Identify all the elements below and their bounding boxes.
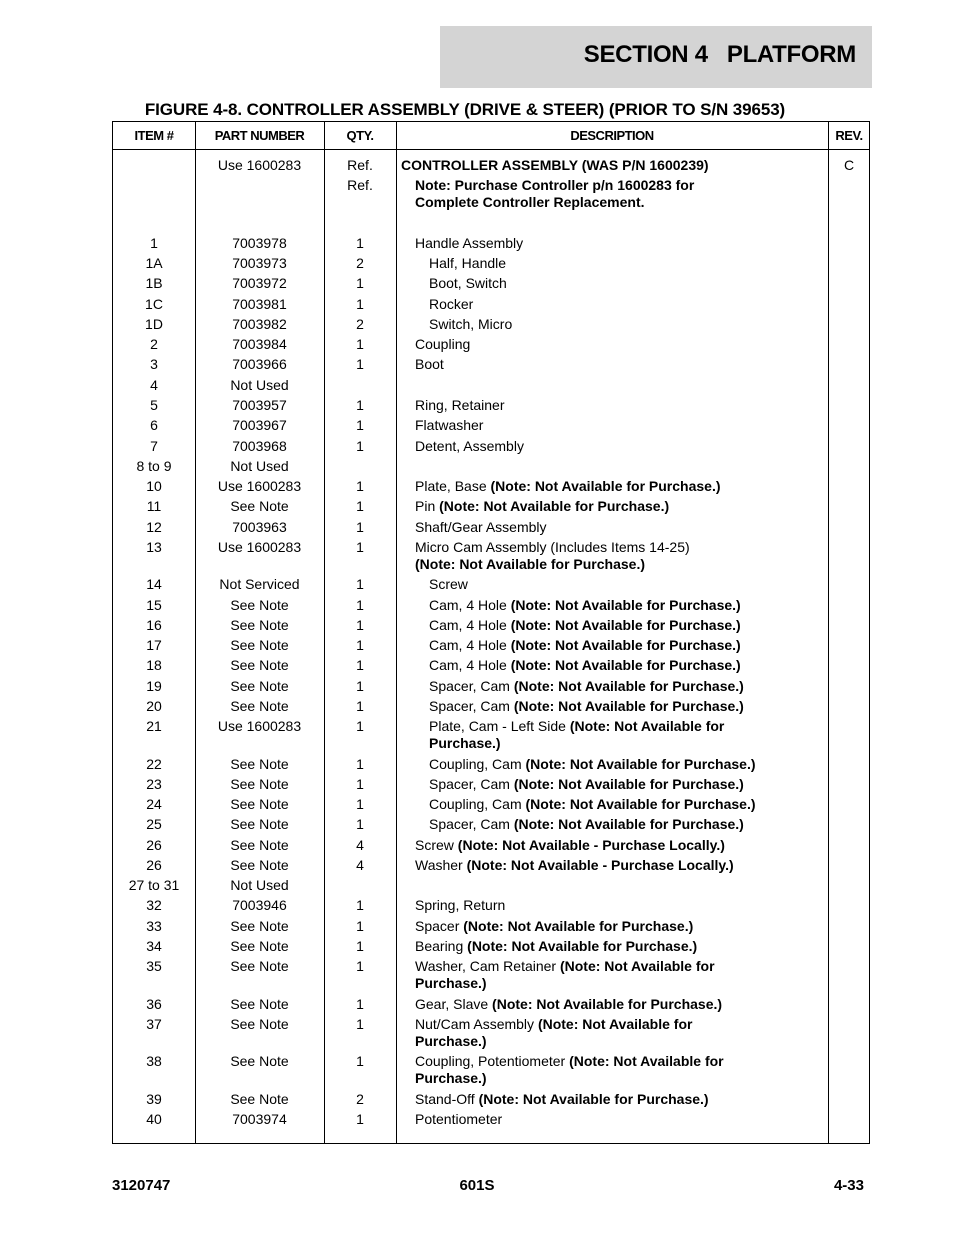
qty-cell: 1 <box>356 756 364 772</box>
part-number-cell: See Note <box>230 776 289 792</box>
part-number-cell: See Note <box>230 498 289 514</box>
description-text: Handle Assembly <box>415 235 524 251</box>
description-cell <box>401 718 849 752</box>
description-note: Complete Controller Replacement. <box>415 194 645 210</box>
item-number-cell: 26 <box>146 857 162 873</box>
qty-cell: 1 <box>356 918 364 934</box>
qty-cell: 1 <box>356 698 364 714</box>
description-cell <box>401 678 849 695</box>
part-number-cell: Use 1600283 <box>217 718 302 734</box>
parts-table <box>112 121 870 1144</box>
qty-cell: 1 <box>356 235 364 251</box>
part-number-cell: 7003978 <box>232 235 287 251</box>
item-number-cell: 14 <box>146 576 162 592</box>
description-cell <box>401 996 835 1013</box>
qty-cell: 1 <box>356 958 364 974</box>
part-number-cell: See Note <box>230 796 289 812</box>
description-note: Note: Purchase Controller p/n 1600283 for <box>415 177 695 193</box>
qty-cell: 1 <box>356 796 364 812</box>
description-cell <box>401 397 835 414</box>
item-number-cell: 20 <box>146 698 162 714</box>
item-number-cell: 1C <box>145 296 163 312</box>
description-note: (Note: Not Available - Purchase Locally.) <box>457 837 725 853</box>
item-number-cell: 23 <box>146 776 162 792</box>
qty-cell: 1 <box>356 718 364 734</box>
description-note: (Note: Not Available for Purchase.) <box>478 1091 709 1107</box>
qty-cell: Ref. <box>347 157 373 173</box>
description-text: Rocker <box>429 296 474 312</box>
item-number-cell: 35 <box>146 958 162 974</box>
description-cell <box>401 897 835 914</box>
part-number-cell: 7003973 <box>232 255 287 271</box>
description-note: (Note: Not Available for Purchase.) <box>525 796 756 812</box>
description-cell <box>401 275 849 292</box>
item-number-cell: 24 <box>146 796 162 812</box>
part-number-cell: See Note <box>230 1091 289 1107</box>
item-number-cell: 16 <box>146 617 162 633</box>
description-text: Spacer <box>415 918 464 934</box>
description-cell <box>401 776 849 793</box>
qty-cell: 4 <box>356 857 364 873</box>
rev-cell: C <box>843 157 855 173</box>
part-number-cell: 7003984 <box>232 336 287 352</box>
part-number-cell: Use 1600283 <box>217 539 302 555</box>
figure-title: FIGURE 4-8. CONTROLLER ASSEMBLY (DRIVE & STEER) (PRIOR TO S/N 39653) <box>144 100 786 119</box>
item-number-cell: 1 <box>150 235 158 251</box>
item-number-cell: 13 <box>146 539 162 555</box>
description-note: Purchase.) <box>415 975 487 991</box>
description-cell <box>401 958 835 992</box>
item-number-cell: 32 <box>146 897 162 913</box>
table-body <box>113 122 869 1143</box>
qty-cell: 1 <box>356 776 364 792</box>
part-number-cell: 7003968 <box>232 438 287 454</box>
description-cell <box>401 1016 835 1050</box>
description-note: (Note: Not Available for Purchase.) <box>513 776 744 792</box>
description-text: Screw <box>415 837 458 853</box>
qty-cell: 1 <box>356 478 364 494</box>
item-number-cell: 19 <box>146 678 162 694</box>
description-cell <box>401 1111 835 1128</box>
part-number-cell: See Note <box>230 1016 289 1032</box>
description-note: (Note: Not Available - Purchase Locally.) <box>466 857 734 873</box>
description-cell <box>401 816 849 833</box>
qty-cell: 1 <box>356 996 364 1012</box>
qty-cell: 1 <box>356 356 364 372</box>
section-title: SECTION 4 PLATFORM <box>583 41 856 68</box>
description-note: (Note: Not Available for <box>569 718 725 734</box>
part-number-cell: 7003946 <box>232 897 287 913</box>
item-number-cell: 2 <box>150 336 158 352</box>
description-note: (Note: Not Available for Purchase.) <box>513 816 744 832</box>
description-cell <box>401 918 835 935</box>
item-number-cell: 37 <box>146 1016 162 1032</box>
description-text: Cam, 4 Hole <box>429 597 511 613</box>
qty-cell: 1 <box>356 617 364 633</box>
description-cell <box>401 498 835 515</box>
description-cell <box>401 796 849 813</box>
description-note: Purchase.) <box>415 1070 487 1086</box>
description-cell <box>401 837 835 854</box>
item-number-cell: 33 <box>146 918 162 934</box>
part-number-cell: See Note <box>230 698 289 714</box>
description-text: Spacer, Cam <box>429 816 514 832</box>
qty-cell: 1 <box>356 816 364 832</box>
description-note: (Note: Not Available for Purchase.) <box>513 698 744 714</box>
description-text: Cam, 4 Hole <box>429 657 511 673</box>
description-cell <box>401 1053 835 1087</box>
description-text: Gear, Slave <box>415 996 493 1012</box>
description-text: Boot, Switch <box>429 275 507 291</box>
description-note: CONTROLLER ASSEMBLY (WAS P/N 1600239) <box>401 157 709 173</box>
description-note: (Note: Not Available for Purchase.) <box>510 617 741 633</box>
item-number-cell: 11 <box>146 498 162 514</box>
qty-cell: 1 <box>356 938 364 954</box>
description-cell <box>401 857 835 874</box>
part-number-cell: Use 1600283 <box>217 478 302 494</box>
description-cell <box>401 177 835 211</box>
header-item: ITEM # <box>134 128 174 143</box>
part-number-cell: See Note <box>230 958 289 974</box>
qty-cell: Ref. <box>347 177 373 193</box>
description-text: Screw <box>429 576 468 592</box>
description-text: Potentiometer <box>415 1111 503 1127</box>
description-cell <box>401 478 835 495</box>
description-cell <box>401 235 835 252</box>
qty-cell: 2 <box>356 255 364 271</box>
description-text: Spacer, Cam <box>429 698 514 714</box>
description-text: Flatwasher <box>415 417 484 433</box>
item-number-cell: 1A <box>145 255 163 271</box>
part-number-cell: See Note <box>230 617 289 633</box>
description-text: Coupling, Cam <box>429 756 526 772</box>
description-note: (Note: Not Available for Purchase.) <box>463 918 694 934</box>
model-number: 601S <box>459 1177 495 1194</box>
part-number-cell: See Note <box>230 837 289 853</box>
qty-cell: 2 <box>356 316 364 332</box>
header-qty: QTY. <box>346 128 374 143</box>
item-number-cell: 7 <box>150 438 158 454</box>
document-number: 3120747 <box>112 1177 171 1194</box>
item-number-cell: 15 <box>146 597 162 613</box>
item-number-cell: 21 <box>146 718 162 734</box>
qty-cell: 2 <box>356 1091 364 1107</box>
qty-cell: 1 <box>356 576 364 592</box>
qty-cell: 1 <box>356 897 364 913</box>
qty-cell: 1 <box>356 1053 364 1069</box>
description-cell <box>401 617 849 634</box>
description-note: (Note: Not Available for <box>569 1053 724 1069</box>
description-note: (Note: Not Available for Purchase.) <box>510 637 741 653</box>
description-note: (Note: Not Available for Purchase.) <box>492 996 723 1012</box>
part-number-cell: See Note <box>230 918 289 934</box>
qty-cell: 1 <box>356 519 364 535</box>
qty-cell: 1 <box>356 678 364 694</box>
part-number-cell: Not Used <box>230 877 289 893</box>
qty-cell: 1 <box>356 275 364 291</box>
item-number-cell: 25 <box>146 816 162 832</box>
description-text: Half, Handle <box>429 255 507 271</box>
description-note: Purchase.) <box>429 735 501 751</box>
description-note: (Note: Not Available for Purchase.) <box>415 556 646 572</box>
qty-cell: 1 <box>356 1016 364 1032</box>
header-description: DESCRIPTION <box>570 128 654 143</box>
description-note: (Note: Not Available for Purchase.) <box>525 756 756 772</box>
part-number-cell: Not Used <box>230 377 289 393</box>
part-number-cell: See Note <box>230 1053 289 1069</box>
qty-cell: 1 <box>356 397 364 413</box>
description-cell <box>401 316 849 333</box>
description-cell <box>401 356 835 373</box>
description-note: Purchase.) <box>415 1033 487 1049</box>
part-number-cell: 7003982 <box>232 316 287 332</box>
item-number-cell: 18 <box>146 657 162 673</box>
header-part-number: PART NUMBER <box>214 128 305 143</box>
part-number-cell: See Note <box>230 816 289 832</box>
description-text: Boot <box>415 356 444 372</box>
item-number-cell: 22 <box>146 756 162 772</box>
description-cell <box>401 336 835 353</box>
description-cell <box>401 539 835 573</box>
description-note: (Note: Not Available for <box>537 1016 693 1032</box>
qty-cell: 4 <box>356 837 364 853</box>
item-number-cell: 4 <box>150 377 158 393</box>
qty-cell: 1 <box>356 597 364 613</box>
part-number-cell: 7003974 <box>232 1111 287 1127</box>
item-number-cell: 3 <box>150 356 158 372</box>
description-text: Stand-Off <box>415 1091 479 1107</box>
item-number-cell: 34 <box>146 938 162 954</box>
section-header <box>440 26 872 88</box>
description-text: Pin <box>415 498 440 514</box>
description-cell <box>401 438 835 455</box>
item-number-cell: 27 to 31 <box>128 877 180 893</box>
qty-cell: 1 <box>356 498 364 514</box>
qty-cell: 1 <box>356 1111 364 1127</box>
part-number-cell: Not Used <box>230 458 289 474</box>
item-number-cell: 17 <box>146 637 162 653</box>
item-number-cell: 26 <box>146 837 162 853</box>
description-text: Micro Cam Assembly (Includes Items 14-25) <box>415 539 690 555</box>
item-number-cell: 38 <box>146 1053 162 1069</box>
description-cell <box>401 637 849 654</box>
item-number-cell: 40 <box>146 1111 162 1127</box>
item-number-cell: 36 <box>146 996 162 1012</box>
description-text: Coupling, Potentiometer <box>415 1053 570 1069</box>
description-text: Plate, Base <box>415 478 491 494</box>
description-text: Spacer, Cam <box>429 678 514 694</box>
part-number-cell: See Note <box>230 756 289 772</box>
description-note: (Note: Not Available for Purchase.) <box>467 938 698 954</box>
description-note: (Note: Not Available for Purchase.) <box>510 597 741 613</box>
part-number-cell: See Note <box>230 938 289 954</box>
qty-cell: 1 <box>356 657 364 673</box>
item-number-cell: 12 <box>146 519 162 535</box>
qty-cell: 1 <box>356 296 364 312</box>
description-cell <box>401 519 835 536</box>
description-text: Washer, Cam Retainer <box>415 958 560 974</box>
description-cell <box>401 938 835 955</box>
description-text: Cam, 4 Hole <box>429 637 511 653</box>
description-note: (Note: Not Available for Purchase.) <box>490 478 721 494</box>
item-number-cell: 1B <box>145 275 163 291</box>
part-number-cell: 7003972 <box>232 275 287 291</box>
part-number-cell: See Note <box>230 657 289 673</box>
description-text: Spring, Return <box>415 897 506 913</box>
part-number-cell: Use 1600283 <box>217 157 302 173</box>
part-number-cell: 7003981 <box>232 296 287 312</box>
description-cell <box>401 417 835 434</box>
description-cell <box>401 657 849 674</box>
description-cell <box>401 597 849 614</box>
description-cell <box>401 698 849 715</box>
qty-cell: 1 <box>356 417 364 433</box>
qty-cell: 1 <box>356 637 364 653</box>
qty-cell: 1 <box>356 438 364 454</box>
description-note: (Note: Not Available for Purchase.) <box>513 678 744 694</box>
description-cell <box>401 576 849 593</box>
description-cell <box>401 756 849 773</box>
description-text: Nut/Cam Assembly <box>415 1016 538 1032</box>
description-text: Shaft/Gear Assembly <box>415 519 547 535</box>
description-text: Plate, Cam - Left Side <box>429 718 570 734</box>
description-text: Washer <box>415 857 467 873</box>
part-number-cell: 7003967 <box>232 417 287 433</box>
item-number-cell: 5 <box>150 397 158 413</box>
description-text: Coupling, Cam <box>429 796 526 812</box>
description-cell <box>401 157 821 174</box>
description-note: (Note: Not Available for Purchase.) <box>439 498 670 514</box>
page-number: 4-33 <box>833 1177 864 1194</box>
qty-cell: 1 <box>356 336 364 352</box>
description-cell <box>401 255 849 272</box>
part-number-cell: See Note <box>230 857 289 873</box>
description-text: Coupling <box>415 336 471 352</box>
description-cell <box>401 1091 835 1108</box>
description-note: (Note: Not Available for Purchase.) <box>510 657 741 673</box>
header-rev: REV. <box>835 128 863 143</box>
part-number-cell: Not Serviced <box>219 576 300 592</box>
part-number-cell: See Note <box>230 637 289 653</box>
description-text: Switch, Micro <box>429 316 513 332</box>
description-note: (Note: Not Available for <box>559 958 715 974</box>
description-text: Ring, Retainer <box>415 397 505 413</box>
part-number-cell: 7003963 <box>232 519 287 535</box>
part-number-cell: See Note <box>230 996 289 1012</box>
part-number-cell: 7003966 <box>232 356 287 372</box>
item-number-cell: 10 <box>146 478 162 494</box>
qty-cell: 1 <box>356 539 364 555</box>
description-text: Bearing <box>415 938 468 954</box>
item-number-cell: 1D <box>145 316 163 332</box>
item-number-cell: 39 <box>146 1091 162 1107</box>
description-text: Spacer, Cam <box>429 776 514 792</box>
part-number-cell: See Note <box>230 597 289 613</box>
description-cell <box>401 296 849 313</box>
part-number-cell: 7003957 <box>232 397 287 413</box>
item-number-cell: 8 to 9 <box>136 458 172 474</box>
item-number-cell: 6 <box>150 417 158 433</box>
description-text: Cam, 4 Hole <box>429 617 511 633</box>
part-number-cell: See Note <box>230 678 289 694</box>
description-text: Detent, Assembly <box>415 438 524 454</box>
